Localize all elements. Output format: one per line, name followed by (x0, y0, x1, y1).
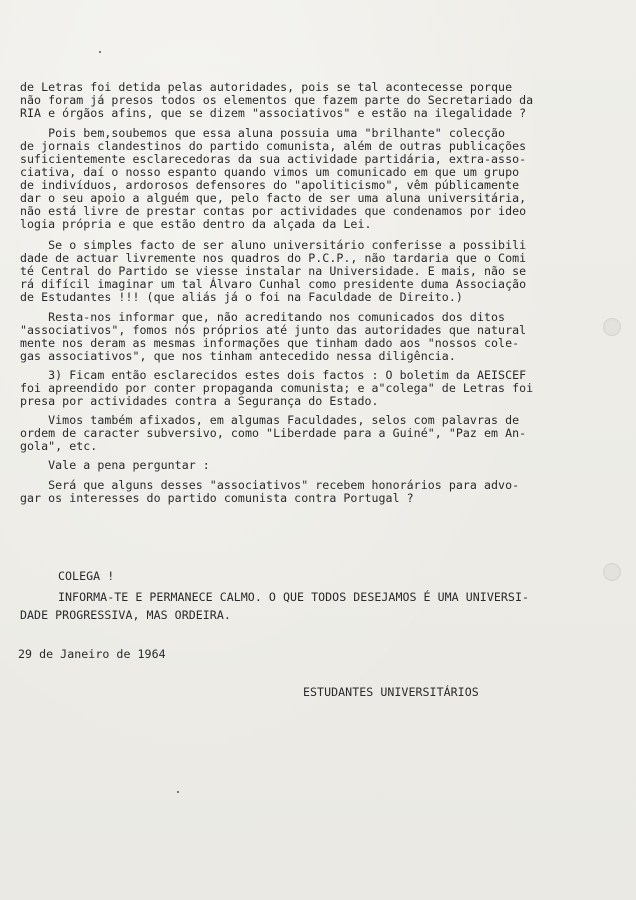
text-line: Resta-nos informar que, não acreditando nos comunicados dos ditos (20, 310, 506, 324)
text-line: de Estudantes !!! (que aliás já o foi na Faculdade de Direito.) (20, 290, 463, 304)
text-line: 3) Ficam então esclarecidos estes dois factos : O boletim da AEISCEF (20, 368, 527, 382)
text-line: de jornais clandestinos do partido comunista, além de outras publicações (20, 139, 527, 153)
text-line: de indivíduos, ardorosos defensores do "apoliticismo", vêm públicamente (20, 178, 520, 192)
text-line: logia própria e que estão dentro da alçada da Lei. (20, 217, 372, 231)
text-line: gar os interesses do partido comunista contra Portugal ? (20, 491, 414, 505)
text-line: gola", etc. (20, 439, 98, 453)
closing-line: INFORMA-TE E PERMANECE CALMO. O QUE TODOS DESEJAMOS É UMA UNIVERSI- (58, 590, 530, 604)
text-line: "associativos", fomos nós próprios até junto das autoridades que natural (20, 323, 527, 337)
text-line: foi apreendido por conter propaganda comunista; e a"colega" de Letras foi (20, 381, 534, 395)
text-line: Vale a pena perguntar : (20, 458, 210, 472)
closing-heading: COLEGA ! (58, 569, 115, 583)
closing-line: DADE PROGRESSIVA, MAS ORDEIRA. (20, 608, 231, 622)
paper-speck (177, 791, 179, 793)
punch-hole-top (603, 318, 621, 336)
text-line: presa por actividades contra a Segurança do Estado. (20, 394, 379, 408)
text-line: ciativa, daí o nosso espanto quando vimos um comunicado em que um grupo (20, 165, 520, 179)
signature: ESTUDANTES UNIVERSITÁRIOS (303, 685, 479, 699)
text-line: mente nos deram as mesmas informações que tinham dado aos "nossos cole- (20, 336, 520, 350)
punch-hole-bottom (603, 563, 621, 581)
text-line: suficientemente esclarecedoras da sua actividade partidária, extra-asso- (20, 152, 527, 166)
text-line: ordem de caracter subversivo, como "Liberdade para a Guiné", "Paz em An- (20, 426, 527, 440)
text-line: não está livre de prestar contas por actividades que condenamos por ideo (20, 204, 527, 218)
text-line: não foram já presos todos os elementos que fazem parte do Secretariado da (20, 93, 534, 107)
text-line: RIA e órgãos afins, que se dizem "associativos" e estão na ilegalidade ? (20, 106, 527, 120)
text-line: Se o simples facto de ser aluno universitário conferisse a possibili (20, 238, 527, 252)
text-line: té Central do Partido se viesse instalar na Universidade. E mais, não se (20, 264, 527, 278)
text-line: Vimos também afixados, em algumas Faculdades, selos com palavras de (20, 413, 520, 427)
text-line: dar o seu apoio a alguém que, pelo facto de ser uma aluna universitária, (20, 191, 527, 205)
paper-speck (99, 51, 101, 53)
text-line: Será que alguns desses "associativos" recebem honorários para advo- (20, 478, 520, 492)
text-line: Pois bem,soubemos que essa aluna possuia uma "brilhante" colecção (20, 126, 506, 140)
text-line: dade de actuar livremente nos quadros do P.C.P., não tardaria que o Comi (20, 251, 527, 265)
text-line: de Letras foi detida pelas autoridades, pois se tal acontecesse porque (20, 80, 513, 94)
document-date: 29 de Janeiro de 1964 (18, 647, 166, 661)
text-line: rá difícil imaginar um tal Álvaro Cunhal como presidente duma Associação (20, 277, 527, 291)
text-line: gas associativos", que nos tinham antecedido nessa diligência. (20, 349, 456, 363)
